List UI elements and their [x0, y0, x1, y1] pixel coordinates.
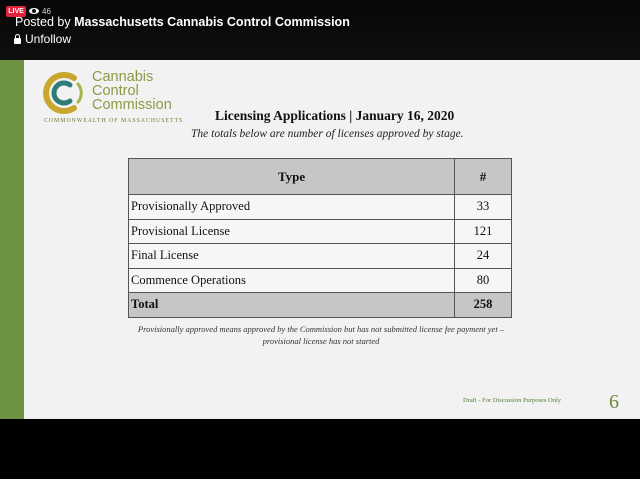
viewer-count: 46: [42, 6, 51, 16]
unfollow-button[interactable]: [14, 32, 71, 46]
row-count: 24: [455, 244, 512, 269]
row-type: Commence Operations: [129, 268, 455, 293]
presentation-slide: [0, 60, 640, 419]
logo-line-3: Commission: [92, 97, 172, 113]
row-count: 80: [455, 268, 512, 293]
licensing-table: [128, 158, 512, 318]
slide-page-number: 6: [609, 391, 619, 413]
ccc-logo-mark-icon: [40, 70, 90, 116]
row-type: Final License: [129, 244, 455, 269]
row-type: Provisionally Approved: [129, 195, 455, 220]
ccc-logo: [40, 70, 190, 126]
live-overlay-header: [0, 0, 640, 60]
logo-line-1: Cannabis: [92, 69, 154, 85]
live-badge: LIVE: [6, 6, 26, 17]
logo-wordmark: [92, 70, 172, 112]
slide-subtitle: The totals below are number of licenses approved by stage.: [191, 128, 464, 140]
eye-icon: [29, 8, 39, 14]
table-row: [129, 244, 512, 269]
lock-icon: [14, 38, 21, 44]
total-label: Total: [129, 293, 455, 318]
posted-by-prefix: Posted by: [15, 15, 75, 29]
row-type: Provisional License: [129, 219, 455, 244]
total-count: 258: [455, 293, 512, 318]
row-count: 121: [455, 219, 512, 244]
column-header-count: #: [455, 159, 512, 195]
draft-note: Draft - For Discussion Purposes Only: [463, 397, 562, 404]
slide-accent-bar: [0, 60, 24, 419]
logo-line-2: Control: [92, 83, 139, 99]
table-row: [129, 268, 512, 293]
posted-by-line: [15, 15, 350, 29]
slide-title: Licensing Applications | January 16, 2020: [215, 108, 455, 123]
table-footnote: Provisionally approved means approved by the Commission but has not submitted license fee payment yet – provisional license has not started: [137, 324, 505, 346]
row-count: 33: [455, 195, 512, 220]
posted-by-page-name[interactable]: Massachusetts Cannabis Control Commission: [74, 15, 350, 29]
table-row: [129, 219, 512, 244]
table-total-row: [129, 293, 512, 318]
column-header-type: Type: [129, 159, 455, 195]
logo-subtitle: COMMONWEALTH OF MASSACHUSETTS: [44, 118, 184, 124]
table-header-row: [129, 159, 512, 195]
table-row: [129, 195, 512, 220]
unfollow-label: Unfollow: [25, 32, 72, 46]
